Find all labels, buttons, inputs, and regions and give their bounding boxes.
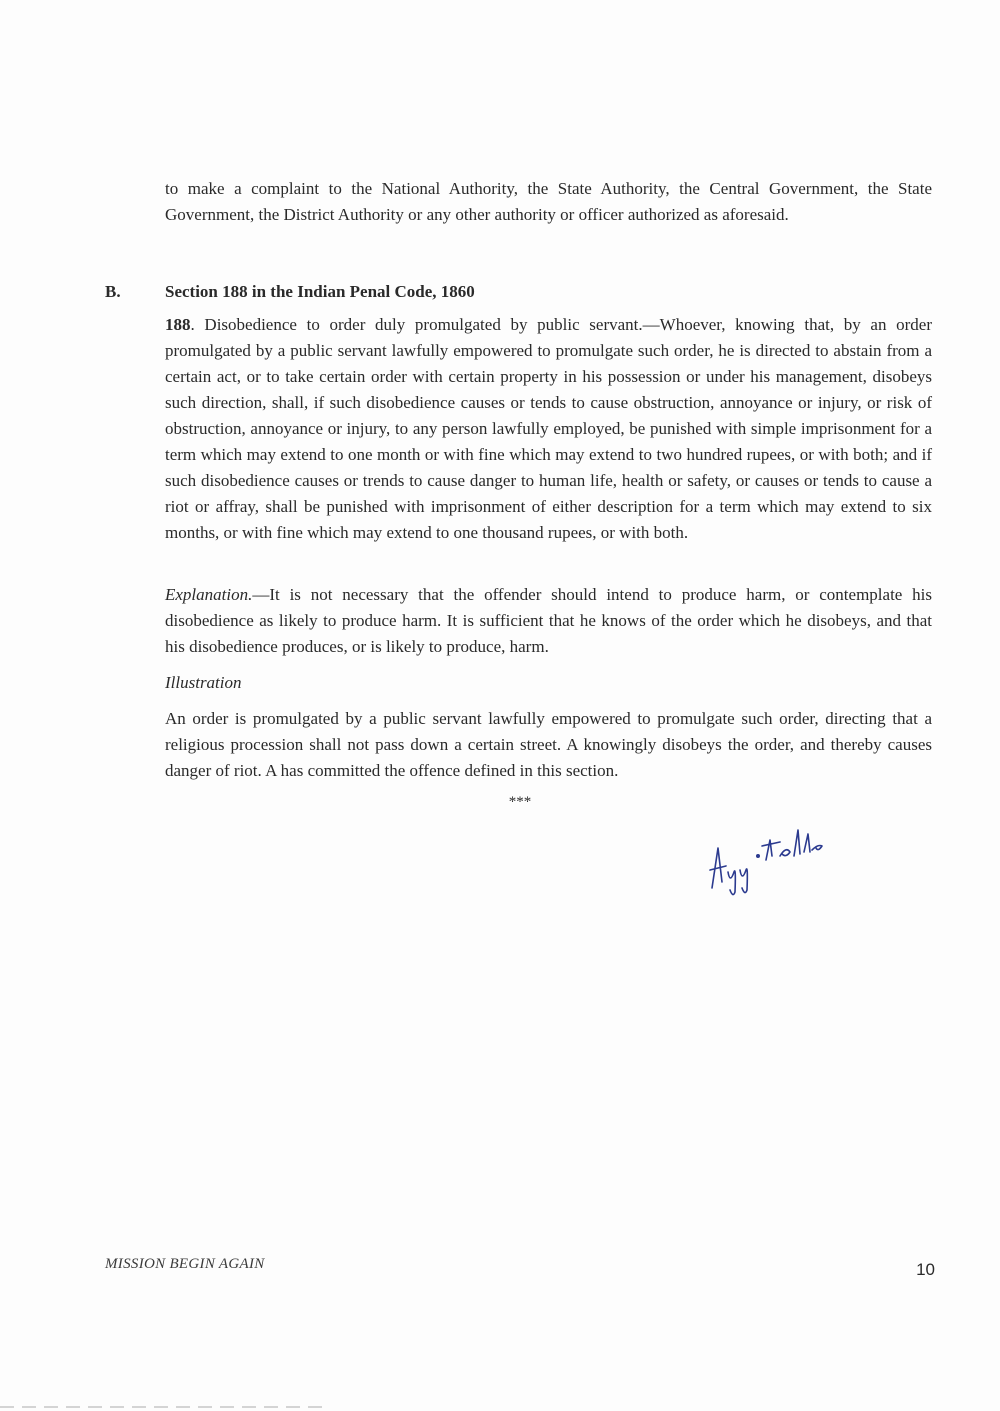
section-title: Section 188 in the Indian Penal Code, 1860	[165, 282, 475, 301]
explanation-paragraph	[165, 582, 932, 660]
section-number: 188	[165, 315, 191, 334]
section-separator: ***	[508, 794, 532, 810]
illustration-paragraph: An order is promulgated by a public servant lawfully empowered to promulgate such order, directing that a religious procession shall not pass down a certain street. A knowingly disobeys the order, and thereby causes danger of riot. A has committed the offence defined in this section.	[165, 709, 932, 780]
explanation-text: —It is not necessary that the offender should intend to produce harm, or contemplate his disobedience as likely to produce harm. It is sufficient that he knows of the order which he disobeys, and that his disobedience produces, or is likely to produce, harm.	[165, 585, 932, 656]
explanation-label: Explanation.	[165, 585, 253, 604]
page-number: 10	[916, 1260, 935, 1279]
handwritten-signature	[700, 822, 830, 902]
section-letter: B.	[105, 282, 121, 301]
intro-paragraph: to make a complaint to the National Authority, the State Authority, the Central Government, the State Government, the District Authority or any other authority or officer authorized as aforesaid.	[165, 179, 932, 224]
section-body: . Disobedience to order duly promulgated by public servant.—Whoever, knowing that, by an order promulgated by a public servant lawfully empowered to promulgate such order, he is directed to abstain from a certain act, or to take certain order with certain property in his possession or under his management, disobeys such direction, shall, if such disobedience causes or tends to cause obstruction, annoyance or injury, or risk of obstruction, annoyance or injury, to any person lawfully employed, be punished with simple imprisonment for a term which may extend to one month or with fine which may extend to two hundred rupees, or with both; and if such disobedience causes or trends to cause danger to human life, health or safety, or causes or tends to cause a riot or affray, shall be punished with imprisonment of either description for a term which may extend to six months, or with fine which may extend to one thousand rupees, or with both.	[165, 315, 932, 542]
illustration-heading: Illustration	[165, 673, 242, 692]
section-188-paragraph	[165, 312, 932, 546]
footer-title: MISSION BEGIN AGAIN	[105, 1256, 265, 1272]
scan-edge-mark	[0, 1406, 330, 1408]
